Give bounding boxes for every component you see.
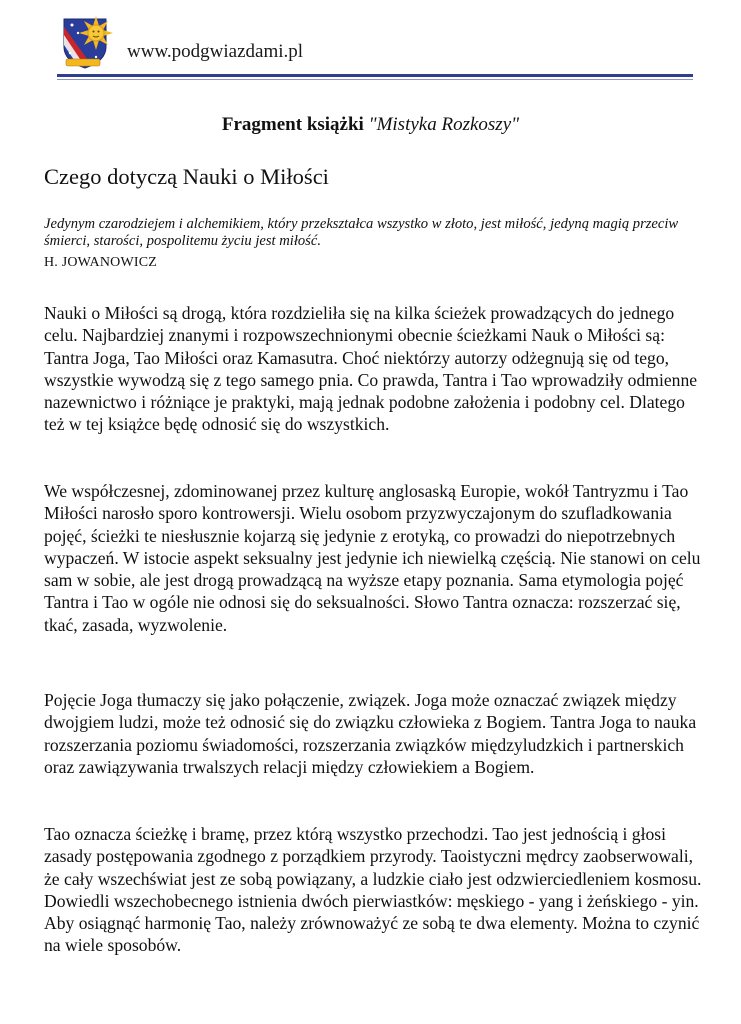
site-url[interactable]: www.podgwiazdami.pl	[127, 41, 304, 62]
body-paragraph-2: We współczesnej, zdominowanej przez kulturę anglosaską Europie, wokół Tantryzmu i Tao Miłości narosło sporo kontrowersji. Wielu osobom przyzwyczajonym do szufladkowania pojęć, ścieżki te niesłusznie kojarzą się jedynie z erotyką, co prowadzi do niepotrzebnych wypaczeń. W istocie aspekt seksualny jest jedynie ich niewielką częścią. Nie stanowi on celu sam w sobie, ale jest drogą prowadzącą na wyższe etapy poznania. Sama etymologia pojęć Tantra i Tao w ogóle nie odnosi się do seksualności. Słowo Tantra oznacza: rozszerzać się, tkać, zasada, wyzwolenie.	[44, 481, 701, 635]
page-header	[0, 0, 741, 82]
epigraph-author: H. JOWANOWICZ	[44, 255, 158, 270]
header-divider	[57, 74, 693, 77]
epigraph-quote: Jedynym czarodziejem i alchemikiem, który przekształca wszystko w złoto, jest miłość, jedyną magią przeciw śmierci, starości, pospolitemu życiu jest miłość.	[44, 216, 679, 249]
site-logo[interactable]	[60, 13, 116, 69]
book-title: "Mistyka Rozkoszy"	[368, 114, 520, 135]
book-title-line	[0, 114, 741, 136]
header-divider-thin	[57, 79, 693, 80]
body-paragraph-1: Nauki o Miłości są drogą, która rozdzieliła się na kilka ścieżek prowadzących do jednego celu. Najbardziej znanymi i rozpowszechnionymi obecnie ścieżkami Nauk o Miłości są: Tantra Joga, Tao Miłości oraz Kamasutra. Choć niektórzy autorzy odżegnują się od tego, wszystkie wywodzą się z tego samego pnia. Co prawda, Tantra i Tao wprowadziły odmienne nazewnictwo i różniące je praktyki, mają jednak podobne założenia i podobny cel. Dlatego też w tej książce będę odnosić się do wszystkich.	[44, 303, 698, 435]
sun-shield-logo-icon	[60, 13, 116, 69]
chapter-title: Czego dotyczą Nauki o Miłości	[44, 164, 329, 189]
body-paragraph-4: Tao oznacza ścieżkę i bramę, przez którą wszystko przechodzi. Tao jest jednością i głosi zasady postępowania zgodnego z porządkiem przyrody. Taoistyczni mędrcy zaobserwowali, że cały wszechświat jest ze sobą powiązany, a ludzkie ciało jest odzwierciedleniem kosmosu. Dowiedli wszechobecnego istnienia dwóch pierwiastków: męskiego - yang i żeńskiego - yin. Aby osiągnąć harmonię Tao, należy zrównoważyć ze sobą te dwa elementy. Można to czynić na wiele sposobów.	[44, 824, 702, 956]
book-title-prefix: Fragment książki	[221, 114, 364, 135]
body-paragraph-3: Pojęcie Joga tłumaczy się jako połączenie, związek. Joga może oznaczać związek między dwojgiem ludzi, może też odnosić się do związku człowieka z Bogiem. Tantra Joga to nauka rozszerzania poziomu świadomości, rozszerzania związków międzyludzkich i partnerskich oraz zawiązywania trwalszych relacji między człowiekiem a Bogiem.	[44, 690, 697, 777]
